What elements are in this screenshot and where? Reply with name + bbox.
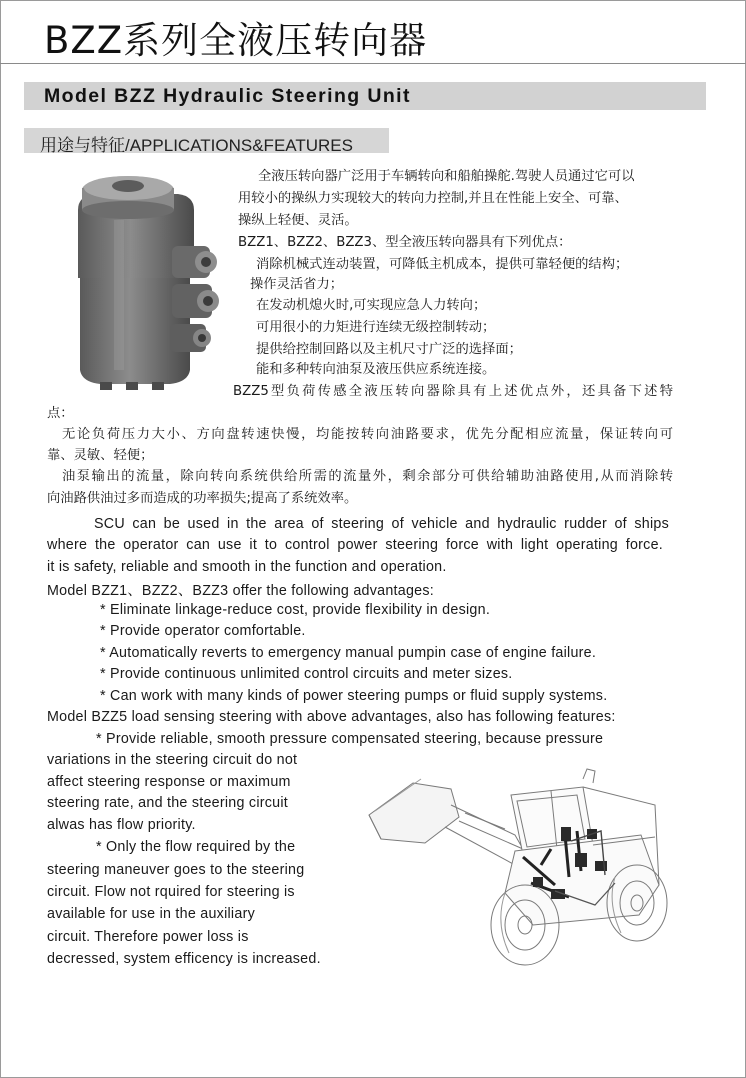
cn-line-11: BZZ5型负荷传感全液压转向器除具有上述优点外，还具备下述特 [233, 384, 673, 399]
title-divider [0, 63, 746, 64]
en-line-2: where the operator can use it to control power steering force with light operating force. [47, 537, 663, 553]
cn-line-7: 在发动机熄火时,可实现应急人力转向； [256, 298, 487, 313]
en-line-12: variations in the steering circuit do not [47, 752, 298, 768]
en-line-15: alwas has flow priority. [47, 817, 196, 833]
en-line-11: * Provide reliable, smooth pressure compensated steering, because pressure [96, 731, 604, 747]
cn-line-10: 能和多种转向油泵及液压供应系统连接。 [256, 362, 496, 377]
cn-line-1: 全液压转向器广泛用于车辆转向和船舶操舵.驾驶人员通过它可以 [258, 169, 635, 184]
cn-line-2: 用较小的操纵力实现较大的转向力控制,并且在性能上安全、可靠、 [238, 191, 628, 206]
en-line-17: steering maneuver goes to the steering [47, 862, 305, 878]
en-line-7: * Automatically reverts to emergency manual pumpin case of engine failure. [100, 645, 597, 661]
en-line-21: decressed, system efficency is increased. [47, 951, 321, 967]
cn-line-3: 操纵上轻便、灵活。 [238, 213, 358, 228]
cn-line-13: 无论负荷压力大小、方向盘转速快慢，均能按转向油路要求，优先分配相应流量，保证转向可 [62, 427, 673, 442]
cn-line-16: 向油路供油过多而造成的功率损失;提高了系统效率。 [47, 491, 358, 506]
en-line-3: it is safety, reliable and smooth in the function and operation. [47, 559, 447, 575]
cn-line-9: 提供给控制回路以及主机尺寸广泛的选择面； [256, 342, 522, 357]
cn-line-14: 靠、灵敏、轻便； [47, 448, 154, 463]
cn-line-5: 消除机械式连动装置，可降低主机成本，提供可靠轻便的结构； [256, 257, 629, 272]
en-line-13: affect steering response or maximum [47, 774, 291, 790]
en-line-6: * Provide operator comfortable. [100, 623, 306, 639]
en-line-1: SCU can be used in the area of steering of vehicle and hydraulic rudder of ships [94, 516, 669, 532]
cn-line-4: BZZ1、BZZ2、BZZ3、型全液压转向器具有下列优点： [238, 235, 572, 250]
cn-line-15: 油泵输出的流量，除向转向系统供给所需的流量外，剩余部分可供给辅助油路使用,从而消除转 [62, 469, 673, 484]
en-line-10: Model BZZ5 load sensing steering with above advantages, also has following features: [47, 709, 616, 725]
steering-unit-photo [60, 160, 230, 395]
en-line-8: * Provide continuous unlimited control circuits and meter sizes. [100, 666, 513, 682]
cn-line-12: 点： [47, 406, 74, 421]
en-line-19: available for use in the auxiliary [47, 906, 255, 922]
cn-line-6: 操作灵活省力； [250, 277, 344, 292]
en-line-4: Model BZZ1、BZZ2、BZZ3 offer the following advantages: [47, 583, 435, 599]
wheel-loader-illustration [355, 765, 675, 975]
en-line-5: * Eliminate linkage-reduce cost, provide flexibility in design. [100, 602, 491, 618]
en-line-20: circuit. Therefore power loss is [47, 929, 249, 945]
english-title: Model BZZ Hydraulic Steering Unit [44, 85, 411, 107]
en-line-9: * Can work with many kinds of power steering pumps or fluid supply systems. [100, 688, 608, 704]
cn-line-8: 可用很小的力矩进行连续无级控制转动； [256, 320, 496, 335]
section-header: 用途与特征/APPLICATIONS&FEATURES [40, 136, 353, 155]
en-line-16: * Only the flow required by the [96, 839, 296, 855]
page-title: BZZ系列全液压转向器 [44, 19, 428, 62]
en-line-18: circuit. Flow not rquired for steering is [47, 884, 295, 900]
en-line-14: steering rate, and the steering circuit [47, 795, 289, 811]
